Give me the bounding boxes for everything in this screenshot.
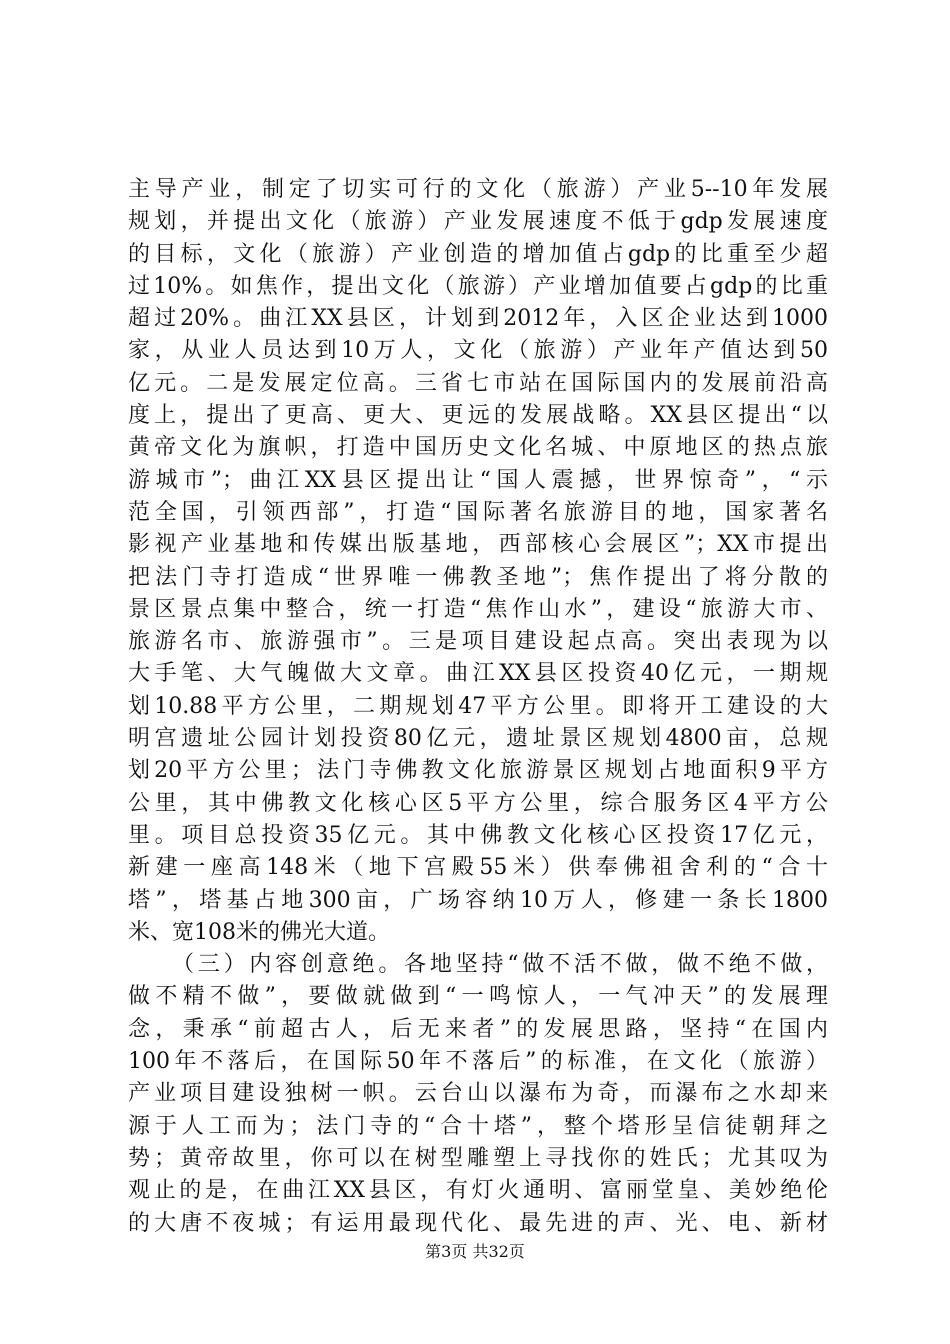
text-line: 明宫遗址公园计划投资80亿元，遗址景区规划4800亩，总规	[128, 726, 828, 752]
text-line: 做不精不做”，要做就做到“一鸣惊人，一气冲天”的发展理	[128, 984, 828, 1010]
text-line: 100年不落后，在国际50年不落后”的标准，在文化（旅游）	[128, 1049, 828, 1075]
text-line: 观止的是，在曲江XX县区，有灯火通明、富丽堂皇、美妙绝伦	[128, 1178, 828, 1204]
text-line: 新建一座高148米（地下宫殿55米）供奉佛祖舍利的“合十	[128, 855, 828, 881]
text-line: 度上，提出了更高、更大、更远的发展战略。XX县区提出“以	[128, 403, 828, 429]
text-line: 产业项目建设独树一帜。云台山以瀑布为奇，而瀑布之水却来	[128, 1081, 828, 1107]
text-line: 塔”，塔基占地300亩，广场容纳10万人，修建一条长1800	[128, 887, 828, 913]
text-line: 旅游名市、旅游强市”。三是项目建设起点高。突出表现为以	[128, 629, 828, 655]
text-line: 黄帝文化为旗帜，打造中国历史文化名城、中原地区的热点旅	[128, 435, 828, 461]
text-line: 里。项目总投资35亿元。其中佛教文化核心区投资17亿元，	[128, 822, 828, 848]
text-line: 超过20%。曲江XX县区，计划到2012年，入区企业达到1000	[128, 306, 828, 332]
text-line: 念，秉承“前超古人，后无来者”的发展思路，坚持“在国内	[128, 1016, 828, 1042]
text-line: 规划，并提出文化（旅游）产业发展速度不低于gdp发展速度	[128, 209, 828, 235]
text-line: 的大唐不夜城；有运用最现代化、最先进的声、光、电、新材	[128, 1210, 828, 1236]
body-text	[128, 174, 828, 1240]
text-line: 范全国，引领西部”，打造“国际著名旅游目的地，国家著名	[128, 499, 828, 525]
text-line: 家，从业人员达到10万人，文化（旅游）产业年产值达到50	[128, 338, 828, 364]
text-line: 划10.88平方公里，二期规划47平方公里。即将开工建设的大	[128, 693, 828, 719]
text-line: 亿元。二是发展定位高。三省七市站在国际国内的发展前沿高	[128, 370, 828, 396]
paragraph-end-line: 米、宽108米的佛光大道。	[128, 919, 390, 945]
text-line: 影视产业基地和传媒出版基地，西部核心会展区”；XX市提出	[128, 532, 828, 558]
text-line: 大手笔、大气魄做大文章。曲江XX县区投资40亿元，一期规	[128, 661, 828, 687]
text-line: 划20平方公里；法门寺佛教文化旅游景区规划占地面积9平方	[128, 758, 828, 784]
text-line: 势；黄帝故里，你可以在树型雕塑上寻找你的姓氏；尤其叹为	[128, 1145, 828, 1171]
text-line: 的目标，文化（旅游）产业创造的增加值占gdp的比重至少超	[128, 241, 828, 267]
text-line: 把法门寺打造成“世界唯一佛教圣地”；焦作提出了将分散的	[128, 564, 828, 590]
paragraph-start-line: （三）内容创意绝。各地坚持“做不活不做，做不绝不做，	[172, 952, 828, 978]
text-line: 过10%。如焦作，提出文化（旅游）产业增加值要占gdp的比重	[128, 273, 828, 299]
text-line: 公里，其中佛教文化核心区5平方公里，综合服务区4平方公	[128, 790, 828, 816]
text-line: 源于人工而为；法门寺的“合十塔”，整个塔形呈信徒朝拜之	[128, 1113, 828, 1139]
page-number-footer: 第3页 共32页	[425, 1242, 525, 1261]
text-line: 景区景点集中整合，统一打造“焦作山水”，建设“旅游大市、	[128, 596, 828, 622]
text-line: 主导产业，制定了切实可行的文化（旅游）产业5--10年发展	[128, 177, 828, 202]
text-line: 游城市”；曲江XX县区提出让“国人震撼，世界惊奇”，“示	[128, 467, 828, 493]
